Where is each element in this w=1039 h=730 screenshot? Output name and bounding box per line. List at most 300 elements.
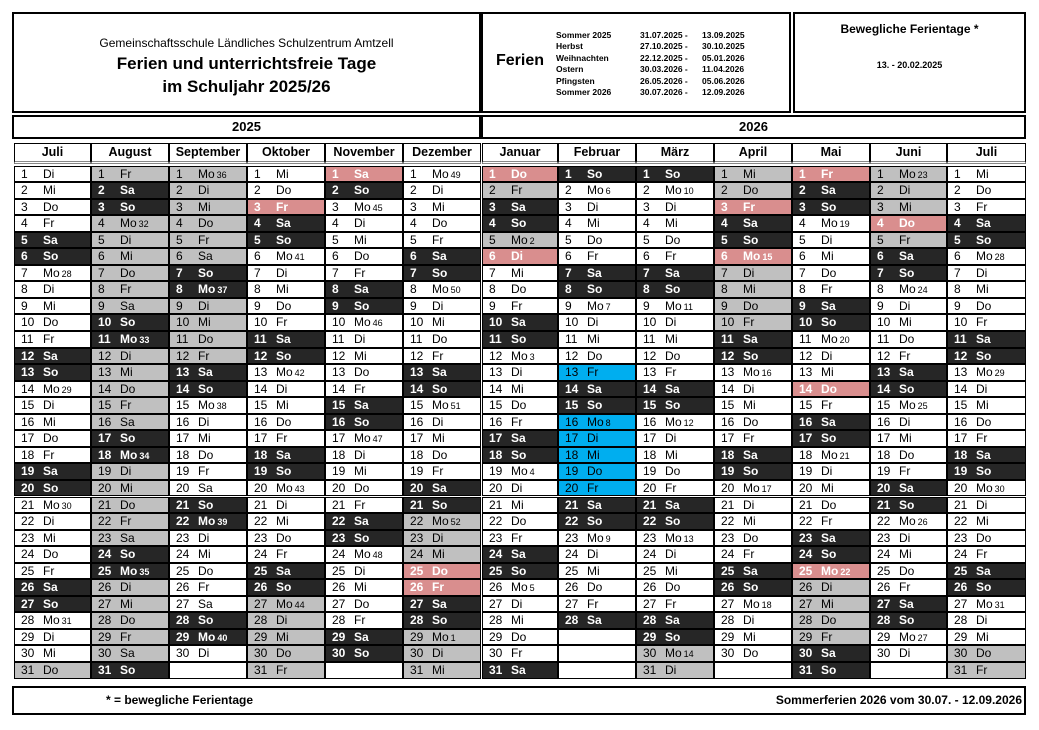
school-name: Gemeinschaftsschule Ländliches Schulzentrum Amtzell <box>99 36 394 50</box>
day-number: 24 <box>98 547 112 562</box>
day-number: 28 <box>721 613 735 628</box>
weekday: Di <box>432 183 444 198</box>
day-number: 1 <box>489 166 496 181</box>
day-number: 14 <box>254 381 268 396</box>
day-cell <box>792 381 870 398</box>
day-cell <box>636 215 714 232</box>
weekday: Do <box>743 646 759 661</box>
day-cell <box>91 563 169 580</box>
week-number: 29 <box>61 384 72 395</box>
weekday: Fr <box>899 348 911 363</box>
day-number: 2 <box>643 183 650 198</box>
day-cell <box>247 364 325 381</box>
day-number: 26 <box>332 580 346 595</box>
day-number: 20 <box>332 480 346 495</box>
day-number: 13 <box>721 365 735 380</box>
day-number: 18 <box>565 447 579 462</box>
day-number: 17 <box>799 431 813 446</box>
day-number: 22 <box>489 514 503 529</box>
day-number: 30 <box>954 646 968 661</box>
weekday: So <box>665 398 681 413</box>
day-cell <box>91 480 169 497</box>
day-cell <box>792 265 870 282</box>
weekday: So <box>354 414 370 429</box>
day-number: 31 <box>21 663 35 677</box>
day-cell <box>403 314 481 331</box>
day-cell <box>714 513 792 530</box>
day-cell <box>247 348 325 365</box>
day-number: 5 <box>799 232 806 247</box>
week-number: 5 <box>529 583 535 594</box>
day-number: 13 <box>489 365 503 380</box>
day-number: 7 <box>799 265 806 280</box>
day-cell <box>558 546 636 563</box>
day-number: 18 <box>877 447 891 462</box>
weekday: Mo 23 <box>899 166 928 181</box>
weekday: Mi <box>665 216 678 231</box>
day-number: 6 <box>721 249 728 264</box>
day-number: 10 <box>176 315 190 330</box>
day-cell <box>636 480 714 497</box>
day-cell <box>947 430 1026 447</box>
day-cell <box>247 645 325 662</box>
weekday: Fr <box>587 365 599 380</box>
day-cell <box>792 248 870 265</box>
day-cell <box>792 364 870 381</box>
ferien-start: 27.10.2025 - <box>640 41 688 52</box>
day-cell <box>169 480 247 497</box>
ferien-row <box>556 30 745 41</box>
weekday: Mi <box>821 365 834 380</box>
weekday: Sa <box>665 381 680 396</box>
day-number: 15 <box>877 398 891 413</box>
bewegliche-dates: 13. - 20.02.2025 <box>876 60 943 70</box>
day-cell <box>482 331 558 348</box>
day-cell <box>947 596 1026 613</box>
day-number: 3 <box>565 199 572 214</box>
day-number: 27 <box>721 596 735 611</box>
day-cell <box>91 546 169 563</box>
day-number: 17 <box>954 431 968 446</box>
weekday: So <box>976 348 992 363</box>
day-number: 14 <box>799 381 813 396</box>
day-number: 3 <box>643 199 650 214</box>
day-cell <box>14 497 91 514</box>
day-cell <box>947 629 1026 646</box>
weekday: Mo 13 <box>665 530 694 545</box>
week-number: 29 <box>994 368 1005 379</box>
day-cell <box>714 364 792 381</box>
weekday: Mo 9 <box>587 530 611 545</box>
weekday: Mo 2 <box>511 232 535 247</box>
weekday: So <box>198 497 214 512</box>
weekday: Mi <box>743 166 756 181</box>
weekday: Di <box>587 431 599 446</box>
day-number: 5 <box>565 232 572 247</box>
weekday: Di <box>354 447 366 462</box>
weekday: Do <box>821 381 837 396</box>
weekday: So <box>43 365 59 380</box>
weekday: So <box>43 249 59 264</box>
weekday: Fr <box>120 282 132 297</box>
day-number: 16 <box>799 414 813 429</box>
day-cell <box>325 513 403 530</box>
day-number: 21 <box>799 497 813 512</box>
weekday: Sa <box>899 249 914 264</box>
week-number: 22 <box>840 566 851 577</box>
day-number: 17 <box>98 431 112 446</box>
week-number: 45 <box>372 202 383 213</box>
weekday: So <box>587 166 603 181</box>
weekday: So <box>899 613 915 628</box>
weekday: Mo 46 <box>354 315 383 330</box>
weekday: Sa <box>821 298 836 313</box>
weekday: Do <box>43 431 59 446</box>
weekday: Mi <box>43 298 56 313</box>
week-number: 39 <box>217 517 228 528</box>
day-number: 8 <box>799 282 806 297</box>
day-cell <box>714 281 792 298</box>
weekday: Fr <box>587 249 599 264</box>
weekday: Di <box>587 547 599 562</box>
day-number: 25 <box>98 563 112 578</box>
weekday: Mo 47 <box>354 431 383 446</box>
day-number: 8 <box>643 282 650 297</box>
day-cell <box>403 430 481 447</box>
day-cell <box>870 563 947 580</box>
day-cell <box>870 166 947 183</box>
week-number: 15 <box>762 252 773 263</box>
day-number: 31 <box>254 663 268 677</box>
weekday: Sa <box>432 365 447 380</box>
weekday: Di <box>665 431 677 446</box>
day-cell <box>14 381 91 398</box>
day-number: 3 <box>21 199 28 214</box>
day-cell <box>403 546 481 563</box>
day-cell <box>169 397 247 414</box>
day-number: 3 <box>254 199 261 214</box>
weekday: Sa <box>354 629 369 644</box>
day-cell <box>169 530 247 547</box>
weekday: Sa <box>198 249 213 264</box>
day-number: 26 <box>176 580 190 595</box>
weekday: Sa <box>354 398 369 413</box>
week-number: 52 <box>450 517 461 528</box>
weekday: Mi <box>821 596 834 611</box>
day-cell <box>792 348 870 365</box>
ferien-name: Pfingsten <box>556 75 595 86</box>
weekday: Sa <box>43 348 58 363</box>
day-number: 29 <box>721 629 735 644</box>
day-cell <box>482 215 558 232</box>
weekday: Sa <box>198 596 213 611</box>
day-number: 25 <box>332 563 346 578</box>
day-cell <box>558 166 636 183</box>
day-number: 21 <box>565 497 579 512</box>
day-cell <box>714 298 792 315</box>
page-title: Ferien und unterrichtsfreie Tage <box>116 54 377 73</box>
day-number: 21 <box>332 497 346 512</box>
weekday: Mo 51 <box>432 398 461 413</box>
weekday: Do <box>432 216 448 231</box>
weekday: Sa <box>120 414 135 429</box>
day-number: 18 <box>489 447 503 462</box>
day-cell <box>14 662 91 679</box>
day-number: 23 <box>643 530 657 545</box>
day-number: 17 <box>332 431 346 446</box>
day-number: 10 <box>877 315 891 330</box>
day-cell <box>325 265 403 282</box>
weekday: Sa <box>43 232 58 247</box>
weekday: Do <box>198 447 214 462</box>
weekday: Di <box>276 497 288 512</box>
weekday: Fr <box>511 298 523 313</box>
weekday: Do <box>976 646 992 661</box>
day-number: 26 <box>565 580 579 595</box>
week-number: 19 <box>839 219 850 230</box>
page-subtitle: im Schuljahr 2025/26 <box>162 77 331 96</box>
day-cell <box>169 298 247 315</box>
weekday: Sa <box>276 563 291 578</box>
day-cell <box>247 199 325 216</box>
week-number: 12 <box>683 417 694 428</box>
day-number: 5 <box>954 232 961 247</box>
day-cell <box>403 199 481 216</box>
day-number: 9 <box>98 298 105 313</box>
day-cell <box>325 364 403 381</box>
day-number: 3 <box>332 199 339 214</box>
day-number: 1 <box>954 166 961 181</box>
day-cell <box>792 513 870 530</box>
title-block <box>12 12 481 113</box>
day-number: 23 <box>176 530 190 545</box>
footer-summer-note: Sommerferien 2026 vom 30.07. - 12.09.2026 <box>775 693 1022 707</box>
day-number: 14 <box>643 381 657 396</box>
empty-cell <box>558 645 636 662</box>
weekday: Mi <box>976 514 989 529</box>
day-cell <box>325 381 403 398</box>
weekday: Mo 7 <box>587 298 611 313</box>
weekday: Mi <box>43 646 56 661</box>
day-cell <box>792 530 870 547</box>
day-number: 15 <box>254 398 268 413</box>
day-number: 24 <box>176 547 190 562</box>
day-cell <box>482 629 558 646</box>
day-number: 27 <box>877 596 891 611</box>
weekday: Di <box>821 232 833 247</box>
weekday: Di <box>432 530 444 545</box>
day-number: 4 <box>410 216 417 231</box>
day-cell <box>870 265 947 282</box>
day-cell <box>403 215 481 232</box>
weekday: Fr <box>743 547 755 562</box>
day-number: 20 <box>565 480 579 495</box>
day-cell <box>14 612 91 629</box>
day-cell <box>169 447 247 464</box>
week-number: 31 <box>994 599 1005 610</box>
day-number: 21 <box>254 497 268 512</box>
day-cell <box>636 397 714 414</box>
weekday: Mo 1 <box>432 629 456 644</box>
day-cell <box>792 563 870 580</box>
day-number: 2 <box>254 183 261 198</box>
week-number: 47 <box>372 434 383 445</box>
weekday: Fr <box>665 249 677 264</box>
weekday: Fr <box>976 547 988 562</box>
day-number: 22 <box>98 514 112 529</box>
weekday: Do <box>120 497 136 512</box>
weekday: Do <box>587 232 603 247</box>
day-number: 18 <box>254 447 268 462</box>
day-number: 9 <box>877 298 884 313</box>
weekday: Mi <box>743 514 756 529</box>
day-cell <box>947 546 1026 563</box>
day-number: 6 <box>643 249 650 264</box>
day-cell <box>714 348 792 365</box>
day-number: 6 <box>332 249 339 264</box>
weekday: Mo 45 <box>354 199 383 214</box>
day-cell <box>247 463 325 480</box>
weekday: Do <box>587 348 603 363</box>
day-number: 18 <box>98 447 112 462</box>
month-header: März <box>636 143 714 164</box>
weekday: Sa <box>511 663 526 677</box>
day-cell <box>482 298 558 315</box>
week-number: 48 <box>372 550 383 561</box>
weekday: Do <box>743 298 759 313</box>
day-cell <box>714 430 792 447</box>
month-header: September <box>169 143 247 164</box>
day-cell <box>14 248 91 265</box>
weekday: So <box>821 199 837 214</box>
weekday: Mo 20 <box>821 332 850 346</box>
day-cell <box>947 381 1026 398</box>
day-cell <box>325 579 403 596</box>
weekday: Sa <box>976 332 991 346</box>
day-number: 30 <box>21 646 35 661</box>
day-cell <box>482 513 558 530</box>
day-number: 30 <box>877 646 891 661</box>
month-header: Oktober <box>247 143 325 164</box>
day-number: 27 <box>799 596 813 611</box>
weekday: Mi <box>743 629 756 644</box>
day-cell <box>14 414 91 431</box>
weekday: So <box>665 166 681 181</box>
day-number: 6 <box>565 249 572 264</box>
day-number: 6 <box>799 249 806 264</box>
day-number: 11 <box>176 332 189 346</box>
day-number: 8 <box>21 282 28 297</box>
weekday: Mo 32 <box>120 216 149 231</box>
day-number: 15 <box>721 398 735 413</box>
weekday: Mi <box>743 282 756 297</box>
day-number: 25 <box>643 563 657 578</box>
weekday: Do <box>432 332 448 346</box>
day-number: 6 <box>954 249 961 264</box>
day-number: 23 <box>799 530 813 545</box>
weekday: So <box>587 282 603 297</box>
day-number: 2 <box>489 183 496 198</box>
day-number: 31 <box>799 663 813 677</box>
weekday: Sa <box>899 480 914 495</box>
weekday: Fr <box>665 365 677 380</box>
week-number: 13 <box>683 533 694 544</box>
day-number: 16 <box>489 414 503 429</box>
day-cell <box>325 281 403 298</box>
day-number: 30 <box>176 646 190 661</box>
day-cell <box>714 265 792 282</box>
day-cell <box>403 463 481 480</box>
weekday: So <box>198 265 214 280</box>
weekday: Sa <box>354 166 369 181</box>
day-number: 2 <box>877 183 884 198</box>
day-cell <box>636 497 714 514</box>
day-number: 22 <box>643 514 657 529</box>
weekday: Mo 30 <box>976 480 1005 495</box>
day-cell <box>403 265 481 282</box>
weekday: So <box>821 547 837 562</box>
weekday: So <box>432 265 448 280</box>
day-cell <box>558 497 636 514</box>
day-number: 24 <box>332 547 346 562</box>
day-number: 28 <box>877 613 891 628</box>
day-number: 9 <box>565 298 572 313</box>
weekday: So <box>198 613 214 628</box>
day-number: 6 <box>410 249 417 264</box>
day-number: 22 <box>954 514 968 529</box>
day-number: 21 <box>410 497 424 512</box>
week-number: 25 <box>917 401 928 412</box>
weekday: So <box>354 646 370 661</box>
weekday: Fr <box>120 514 132 529</box>
day-number: 11 <box>410 332 423 346</box>
weekday: Fr <box>821 514 833 529</box>
day-cell <box>947 563 1026 580</box>
weekday: Fr <box>821 282 833 297</box>
weekday: Di <box>587 199 599 214</box>
day-number: 22 <box>799 514 813 529</box>
day-number: 31 <box>954 663 968 677</box>
day-cell <box>91 215 169 232</box>
day-cell <box>636 414 714 431</box>
day-cell <box>247 629 325 646</box>
month-header: April <box>714 143 792 164</box>
day-cell <box>14 182 91 199</box>
day-number: 28 <box>954 613 968 628</box>
weekday: Mo 28 <box>976 249 1005 264</box>
day-number: 26 <box>954 580 968 595</box>
day-number: 20 <box>21 480 35 495</box>
ferien-label: Ferien <box>496 52 545 69</box>
weekday: Di <box>120 348 132 363</box>
weekday: Sa <box>511 199 526 214</box>
weekday: Sa <box>511 315 526 330</box>
weekday: Do <box>821 613 837 628</box>
weekday: Mi <box>276 166 289 181</box>
day-number: 24 <box>21 547 35 562</box>
day-number: 3 <box>877 199 884 214</box>
day-cell <box>14 645 91 662</box>
day-number: 17 <box>489 431 503 446</box>
day-cell <box>870 612 947 629</box>
day-number: 15 <box>643 398 657 413</box>
weekday: So <box>276 464 292 479</box>
weekday: Do <box>43 663 59 677</box>
weekday: Mi <box>899 547 912 562</box>
weekday: Mi <box>743 398 756 413</box>
day-cell <box>403 364 481 381</box>
weekday: Mi <box>354 464 367 479</box>
